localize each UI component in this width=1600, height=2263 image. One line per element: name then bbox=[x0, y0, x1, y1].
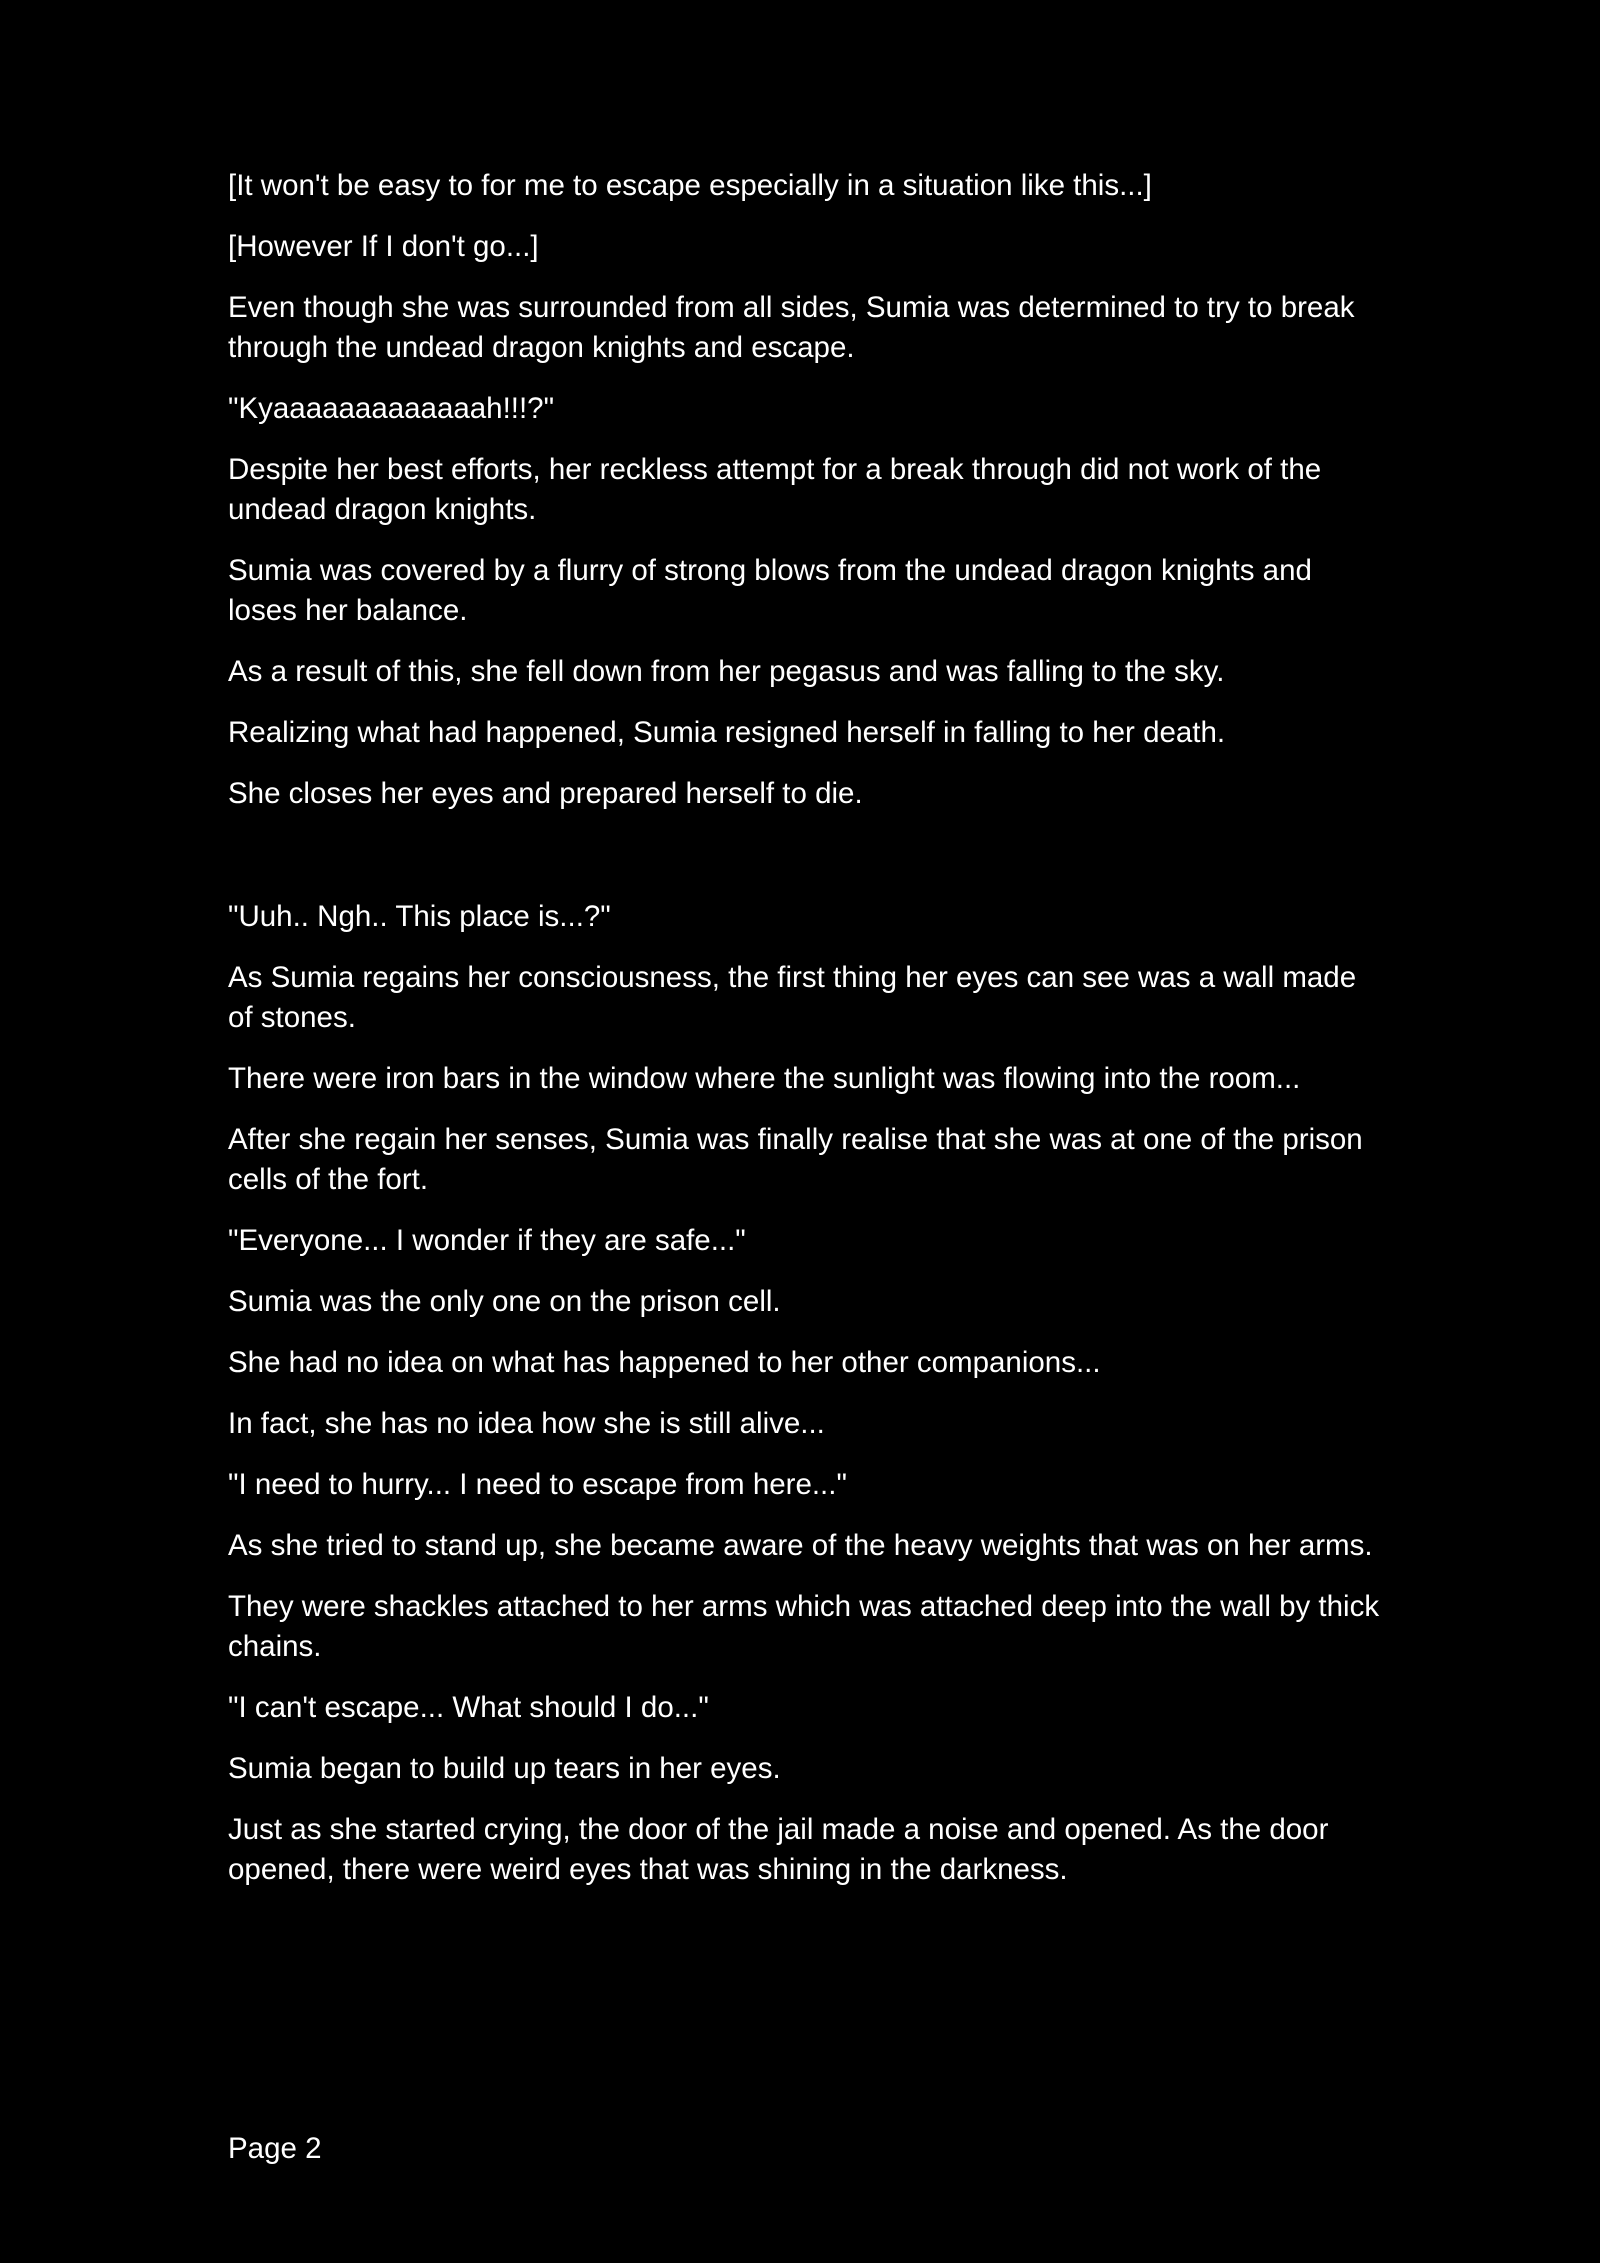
paragraph: Sumia was covered by a flurry of strong blows from the undead dragon knights and loses her balance. bbox=[228, 554, 1312, 627]
paragraph: There were iron bars in the window where the sunlight was flowing into the room... bbox=[228, 1062, 1301, 1095]
paragraph: In fact, she has no idea how she is still alive... bbox=[228, 1407, 825, 1440]
paragraph: "Uuh.. Ngh.. This place is...?" bbox=[228, 900, 611, 933]
paragraph: [However If I don't go...] bbox=[228, 230, 539, 263]
paragraph: "I can't escape... What should I do..." bbox=[228, 1691, 709, 1724]
page-number: Page 2 bbox=[228, 2132, 322, 2165]
paragraph: "I need to hurry... I need to escape from here..." bbox=[228, 1468, 847, 1501]
paragraph: She had no idea on what has happened to her other companions... bbox=[228, 1346, 1101, 1379]
paragraph: They were shackles attached to her arms which was attached deep into the wall by thick chains. bbox=[228, 1590, 1380, 1663]
scene-break bbox=[228, 835, 1388, 897]
paragraph: After she regain her senses, Sumia was finally realise that she was at one of the prison cells of the fort. bbox=[228, 1123, 1363, 1196]
paragraph: "Kyaaaaaaaaaaaaah!!!?" bbox=[228, 392, 555, 425]
paragraph: She closes her eyes and prepared herself to die. bbox=[228, 777, 863, 810]
paragraph: "Everyone... I wonder if they are safe..." bbox=[228, 1224, 746, 1257]
paragraph: As she tried to stand up, she became aware of the heavy weights that was on her arms. bbox=[228, 1529, 1373, 1562]
paragraph: Just as she started crying, the door of the jail made a noise and opened. As the door opened, there were weird eyes that was shining in the darkness. bbox=[228, 1813, 1329, 1886]
paragraph: Sumia was the only one on the prison cell. bbox=[228, 1285, 781, 1318]
paragraph: Even though she was surrounded from all sides, Sumia was determined to try to break through the undead dragon knights and escape. bbox=[228, 291, 1355, 364]
paragraph: As a result of this, she fell down from her pegasus and was falling to the sky. bbox=[228, 655, 1225, 688]
document-page bbox=[228, 166, 1388, 1911]
paragraph: Realizing what had happened, Sumia resigned herself in falling to her death. bbox=[228, 716, 1226, 749]
paragraph: As Sumia regains her consciousness, the first thing her eyes can see was a wall made of stones. bbox=[228, 961, 1357, 1034]
paragraph: [It won't be easy to for me to escape especially in a situation like this...] bbox=[228, 169, 1152, 202]
paragraph: Sumia began to build up tears in her eyes. bbox=[228, 1752, 781, 1785]
paragraph: Despite her best efforts, her reckless attempt for a break through did not work of the undead dragon knights. bbox=[228, 453, 1322, 526]
